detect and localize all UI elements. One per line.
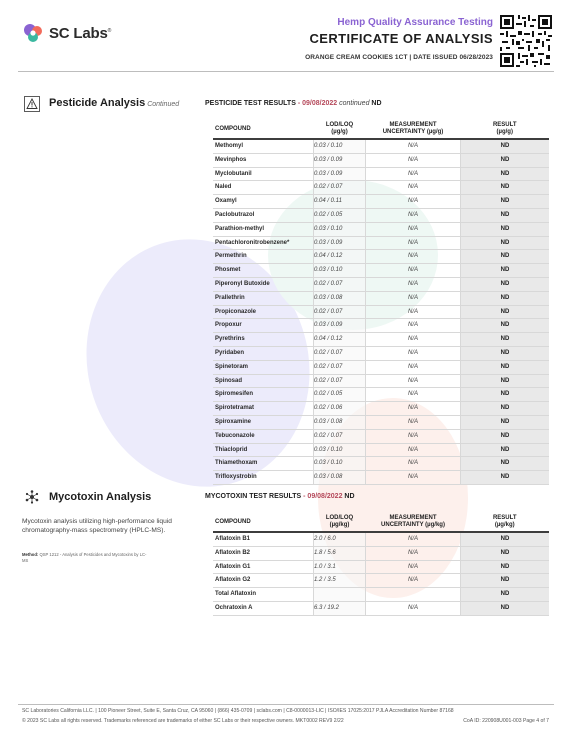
lod-loq-cell: 0.02 / 0.07	[314, 360, 366, 374]
compound-cell: Phosmet	[213, 264, 314, 278]
compound-cell: Methomyl	[213, 139, 314, 153]
lod-loq-cell: 0.03 / 0.10	[314, 222, 366, 236]
qr-code-icon	[500, 15, 552, 67]
lod-loq-cell: 0.02 / 0.07	[314, 181, 366, 195]
table-row	[213, 588, 549, 602]
lod-loq-cell: 0.03 / 0.08	[314, 291, 366, 305]
uncertainty-cell: N/A	[366, 319, 461, 333]
lod-loq-header-text: LOD/LOQ (µg/g)	[325, 122, 354, 135]
result-cell: ND	[461, 588, 550, 602]
table-row	[213, 277, 549, 291]
result-cell: ND	[461, 153, 550, 167]
compound-cell: Spiromesifen	[213, 388, 314, 402]
lod-loq-cell: 0.03 / 0.10	[314, 443, 366, 457]
column-header-compound: COMPOUND	[215, 125, 251, 132]
result-cell: ND	[461, 471, 550, 485]
table-row	[213, 333, 549, 347]
column-header-uncertainty	[366, 513, 461, 532]
compound-cell: Mevinphos	[213, 153, 314, 167]
result-cell: ND	[461, 457, 550, 471]
uncertainty-cell: N/A	[366, 402, 461, 416]
lod-loq-cell: 0.02 / 0.05	[314, 208, 366, 222]
result-cell: ND	[461, 402, 550, 416]
uncertainty-cell: N/A	[366, 374, 461, 388]
lod-loq-header-text: LOD/LOQ (µg/kg)	[325, 515, 354, 528]
uncertainty-cell: N/A	[366, 360, 461, 374]
uncertainty-cell: N/A	[366, 443, 461, 457]
compound-cell: Pentachloronitrobenzene*	[213, 236, 314, 250]
table-row	[213, 574, 549, 588]
lod-loq-cell: 0.02 / 0.07	[314, 305, 366, 319]
compound-cell: Pyridaben	[213, 346, 314, 360]
table-row	[213, 346, 549, 360]
uncertainty-header-text: MEASUREMENT UNCERTAINTY (µg/kg)	[381, 515, 445, 528]
compound-cell: Naled	[213, 181, 314, 195]
result-cell: ND	[461, 374, 550, 388]
registered-mark: ®	[107, 27, 112, 34]
column-header-lod-loq	[314, 120, 366, 139]
document-title: CERTIFICATE OF ANALYSIS	[309, 31, 493, 46]
method-label: Method:	[22, 552, 39, 557]
uncertainty-cell: N/A	[366, 471, 461, 485]
mold-spore-icon	[24, 489, 40, 505]
uncertainty-cell	[366, 588, 461, 602]
compound-cell: Total Aflatoxin	[213, 588, 314, 602]
table-row	[213, 388, 549, 402]
pesticide-section-title	[49, 97, 179, 109]
uncertainty-cell: N/A	[366, 195, 461, 209]
flask-warning-icon	[24, 96, 40, 112]
table-row	[213, 457, 549, 471]
lod-loq-cell: 1.2 / 3.5	[314, 574, 366, 588]
uncertainty-cell: N/A	[366, 560, 461, 574]
table-row	[213, 443, 549, 457]
result-cell: ND	[461, 429, 550, 443]
lod-loq-cell: 0.04 / 0.11	[314, 195, 366, 209]
table-row	[213, 222, 549, 236]
uncertainty-cell: N/A	[366, 457, 461, 471]
pesticide-table-caption	[205, 100, 382, 107]
uncertainty-cell: N/A	[366, 264, 461, 278]
mycotoxin-table-caption	[205, 493, 355, 500]
compound-cell: Oxamyl	[213, 195, 314, 209]
result-cell: ND	[461, 532, 550, 546]
result-cell: ND	[461, 305, 550, 319]
result-cell: ND	[461, 560, 550, 574]
compound-cell: Permethrin	[213, 250, 314, 264]
compound-cell: Propoxur	[213, 319, 314, 333]
uncertainty-cell: N/A	[366, 546, 461, 560]
method-note	[22, 552, 152, 564]
uncertainty-cell: N/A	[366, 601, 461, 615]
table-row	[213, 264, 549, 278]
result-cell: ND	[461, 195, 550, 209]
compound-cell: Aflatoxin G1	[213, 560, 314, 574]
logo-mark-icon	[22, 22, 44, 44]
lod-loq-cell: 0.02 / 0.07	[314, 374, 366, 388]
result-cell: ND	[461, 601, 550, 615]
lod-loq-cell: 0.03 / 0.09	[314, 319, 366, 333]
table-row	[213, 532, 549, 546]
compound-cell: Spiroxamine	[213, 415, 314, 429]
result-cell: ND	[461, 236, 550, 250]
footer-coa-id: CoA ID: 220908U001-003 Page 4 of 7	[463, 718, 549, 724]
mycotoxin-caption-label: MYCOTOXIN TEST RESULTS	[205, 493, 302, 500]
result-header-text: RESULT (µg/kg)	[492, 515, 517, 528]
result-cell: ND	[461, 574, 550, 588]
column-header-compound: COMPOUND	[215, 518, 251, 525]
table-row	[213, 471, 549, 485]
lod-loq-cell: 0.03 / 0.09	[314, 153, 366, 167]
uncertainty-cell: N/A	[366, 333, 461, 347]
lod-loq-cell: 0.02 / 0.07	[314, 277, 366, 291]
result-cell: ND	[461, 139, 550, 153]
footer-copyright: © 2023 SC Labs all rights reserved. Trademarks referenced are trademarks of either SC Labs or their respective owners. MKT0002 REV9 2/22	[22, 718, 344, 724]
result-cell: ND	[461, 181, 550, 195]
result-cell: ND	[461, 250, 550, 264]
table-row	[213, 415, 549, 429]
lod-loq-cell: 0.03 / 0.10	[314, 457, 366, 471]
compound-cell: Paclobutrazol	[213, 208, 314, 222]
table-row	[213, 546, 549, 560]
lod-loq-cell: 0.03 / 0.08	[314, 471, 366, 485]
header-divider	[18, 71, 554, 72]
result-cell: ND	[461, 333, 550, 347]
pesticide-caption-result: ND	[371, 100, 382, 107]
mycotoxin-caption-date: - 09/08/2022	[303, 493, 343, 500]
compound-cell: Myclobutanil	[213, 167, 314, 181]
table-row	[213, 153, 549, 167]
table-row	[213, 560, 549, 574]
footer-address: SC Laboratories California LLC. | 100 Pioneer Street, Suite E, Santa Cruz, CA 95060 | (866) 435-0709 | sclabs.com | C8-0000013-LIC | ISO/IES 17025:2017 PJLA Accreditation Number 87168	[22, 708, 454, 714]
uncertainty-cell: N/A	[366, 305, 461, 319]
uncertainty-cell: N/A	[366, 167, 461, 181]
document-subtitle: Hemp Quality Assurance Testing	[337, 17, 493, 28]
lod-loq-cell: 0.04 / 0.12	[314, 250, 366, 264]
lod-loq-cell: 0.03 / 0.09	[314, 236, 366, 250]
lod-loq-cell: 0.02 / 0.05	[314, 388, 366, 402]
compound-cell: Thiacloprid	[213, 443, 314, 457]
compound-cell: Spinosad	[213, 374, 314, 388]
compound-cell: Thiamethoxam	[213, 457, 314, 471]
pesticide-continued: Continued	[147, 101, 180, 108]
uncertainty-header-text: MEASUREMENT UNCERTAINTY (µg/g)	[382, 122, 444, 135]
table-row	[213, 250, 549, 264]
lod-loq-cell: 0.03 / 0.08	[314, 415, 366, 429]
uncertainty-cell: N/A	[366, 236, 461, 250]
compound-cell: Spirotetramat	[213, 402, 314, 416]
compound-cell: Pyrethrins	[213, 333, 314, 347]
table-row	[213, 601, 549, 615]
compound-cell: Propiconazole	[213, 305, 314, 319]
lod-loq-cell: 1.0 / 3.1	[314, 560, 366, 574]
table-row	[213, 236, 549, 250]
column-header-uncertainty	[366, 120, 461, 139]
table-row	[213, 360, 549, 374]
table-row	[213, 181, 549, 195]
compound-cell: Ochratoxin A	[213, 601, 314, 615]
lod-loq-cell: 0.03 / 0.10	[314, 139, 366, 153]
result-cell: ND	[461, 208, 550, 222]
compound-cell: Parathion-methyl	[213, 222, 314, 236]
table-row	[213, 374, 549, 388]
lod-loq-cell: 1.8 / 5.6	[314, 546, 366, 560]
pesticide-results-table	[213, 120, 549, 485]
compound-cell: Aflatoxin B2	[213, 546, 314, 560]
compound-cell: Aflatoxin G2	[213, 574, 314, 588]
result-cell: ND	[461, 546, 550, 560]
uncertainty-cell: N/A	[366, 532, 461, 546]
document-meta: ORANGE CREAM COOKIES 1CT | DATE ISSUED 06/28/2023	[305, 54, 493, 61]
method-text: QSP 1212 - Analysis of Pesticides and Mycotoxins by LC-MS	[22, 552, 147, 563]
footer-divider	[18, 704, 554, 705]
lod-loq-cell: 0.02 / 0.07	[314, 429, 366, 443]
compound-cell: Piperonyl Butoxide	[213, 277, 314, 291]
column-header-result	[461, 513, 550, 532]
table-row	[213, 319, 549, 333]
compound-cell: Prallethrin	[213, 291, 314, 305]
sc-labs-logo	[22, 22, 111, 44]
mycotoxin-title: Mycotoxin Analysis	[49, 491, 152, 503]
lod-loq-cell: 2.0 / 6.0	[314, 532, 366, 546]
result-cell: ND	[461, 443, 550, 457]
pesticide-title: Pesticide Analysis	[49, 97, 146, 109]
table-row	[213, 291, 549, 305]
mycotoxin-results-table	[213, 513, 549, 616]
result-cell: ND	[461, 388, 550, 402]
uncertainty-cell: N/A	[366, 388, 461, 402]
lod-loq-cell: 0.03 / 0.10	[314, 264, 366, 278]
lod-loq-cell: 0.02 / 0.06	[314, 402, 366, 416]
result-cell: ND	[461, 264, 550, 278]
uncertainty-cell: N/A	[366, 181, 461, 195]
result-header-text: RESULT (µg/g)	[492, 122, 517, 135]
uncertainty-cell: N/A	[366, 277, 461, 291]
uncertainty-cell: N/A	[366, 153, 461, 167]
result-cell: ND	[461, 291, 550, 305]
result-cell: ND	[461, 360, 550, 374]
table-row	[213, 402, 549, 416]
compound-cell: Spinetoram	[213, 360, 314, 374]
result-cell: ND	[461, 415, 550, 429]
pesticide-caption-label: PESTICIDE TEST RESULTS	[205, 100, 296, 107]
table-row	[213, 429, 549, 443]
table-row	[213, 139, 549, 153]
compound-cell: Tebuconazole	[213, 429, 314, 443]
result-cell: ND	[461, 346, 550, 360]
mycotoxin-caption-result: ND	[344, 493, 355, 500]
compound-cell: Trifloxystrobin	[213, 471, 314, 485]
pesticide-caption-continued: continued	[339, 100, 370, 107]
mycotoxin-description: Mycotoxin analysis utilizing high-performance liquid chromatography-mass spectrometry (HPLC-MS).	[22, 518, 172, 534]
result-cell: ND	[461, 319, 550, 333]
lod-loq-cell	[314, 588, 366, 602]
column-header-result	[461, 120, 550, 139]
result-cell: ND	[461, 167, 550, 181]
pesticide-caption-date: - 09/08/2022	[297, 100, 338, 107]
uncertainty-cell: N/A	[366, 291, 461, 305]
compound-cell: Aflatoxin B1	[213, 532, 314, 546]
result-cell: ND	[461, 222, 550, 236]
uncertainty-cell: N/A	[366, 208, 461, 222]
uncertainty-cell: N/A	[366, 250, 461, 264]
uncertainty-cell: N/A	[366, 574, 461, 588]
lod-loq-cell: 0.03 / 0.09	[314, 167, 366, 181]
uncertainty-cell: N/A	[366, 415, 461, 429]
lod-loq-cell: 6.3 / 19.2	[314, 601, 366, 615]
lod-loq-cell: 0.04 / 0.12	[314, 333, 366, 347]
uncertainty-cell: N/A	[366, 139, 461, 153]
uncertainty-cell: N/A	[366, 346, 461, 360]
table-row	[213, 305, 549, 319]
table-row	[213, 208, 549, 222]
table-row	[213, 195, 549, 209]
brand-name: SC Labs	[49, 24, 108, 42]
table-row	[213, 167, 549, 181]
lod-loq-cell: 0.02 / 0.07	[314, 346, 366, 360]
result-cell: ND	[461, 277, 550, 291]
column-header-lod-loq	[314, 513, 366, 532]
uncertainty-cell: N/A	[366, 222, 461, 236]
uncertainty-cell: N/A	[366, 429, 461, 443]
